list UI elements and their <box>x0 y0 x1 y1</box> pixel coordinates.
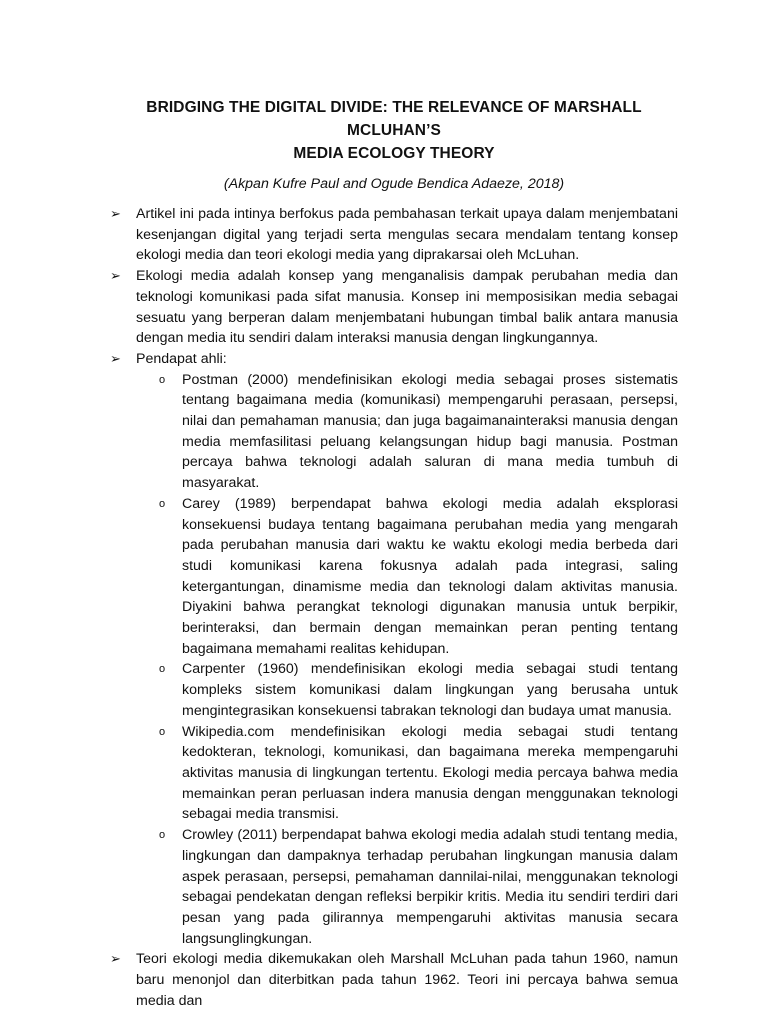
bullet-item <box>110 349 678 949</box>
document-authors: (Akpan Kufre Paul and Ogude Bendica Adaeze, 2018) <box>223 176 565 192</box>
circle-bullet-icon: o <box>159 663 166 676</box>
bullet-list <box>110 204 678 1011</box>
opinion-item <box>136 494 678 660</box>
opinion-text: Carpenter (1960) mendefinisikan ekologi media sebagai studi tentang kompleks sistem komunikasi dalam lingkungan yang berusaha untuk mengintegrasikan konsekuensi tabrakan teknologi dan budaya umat manusia. <box>182 661 678 719</box>
opinion-item <box>136 370 678 494</box>
circle-bullet-icon: o <box>159 725 166 738</box>
bullet-item <box>110 949 678 1011</box>
opinion-text: Wikipedia.com mendefinisikan ekologi media sebagai studi tentang kedokteran, teknologi, komunikasi, dan bagaimana mereka mempengaruhi aktivitas manusia di lingkungan tertentu. Ekologi media percaya bahwa media memainkan peran perluasan indera manusia dengan menggunakan teknologi sebagai media transmisi. <box>182 723 678 823</box>
document-title <box>110 96 678 165</box>
bullet-text: Pendapat ahli: <box>136 350 227 367</box>
bullet-text: Teori ekologi media dikemukakan oleh Marshall McLuhan pada tahun 1960, namun baru menonjol dan diterbitkan pada tahun 1962. Teori ini percaya bahwa semua media dan <box>136 951 678 1009</box>
arrow-bullet-icon: ➢ <box>110 206 121 221</box>
arrow-bullet-icon: ➢ <box>110 268 121 284</box>
circle-bullet-icon: o <box>159 829 166 842</box>
bullet-text: Artikel ini pada intinya berfokus pada pembahasan terkait upaya dalam menjembatani kesenjangan digital yang terjadi serta mengulas secara mendalam tentang konsep ekologi media dan teori ekologi media yang diprakarsai oleh McLuhan. <box>136 206 678 264</box>
title-line-2: MEDIA ECOLOGY THEORY <box>293 145 495 162</box>
opinion-text: Carey (1989) berpendapat bahwa ekologi media adalah eksplorasi konsekuensi budaya tentang bagaimana perubahan media yang mengarah pada perubahan manusia dari waktu ke waktu ekologi media berbeda dari studi komunikasi karena fokusnya adalah pada integrasi, saling ketergantungan, dinamisme media dan teknologi dalam aktivitas manusia. Diyakini bahwa perangkat teknologi digunakan manusia untuk berpikir, berinteraksi, dan bermain dengan memainkan peran penting tentang bagaimana memahami realitas kehidupan. <box>182 495 678 657</box>
opinion-text: Crowley (2011) berpendapat bahwa ekologi media adalah studi tentang media, lingkungan dan dampaknya terhadap perubahan lingkungan manusia dalam aspek perasaan, persepsi, pemahaman dannilai-nilai, menggunakan teknologi sebagai pendekatan dengan refleksi berpikir kritis. Media itu sendiri terdiri dari pesan yang pada gilirannya mempengaruhi aktivitas manusia secara langsunglingkungan. <box>182 827 678 947</box>
opinion-list <box>136 370 678 950</box>
circle-bullet-icon: o <box>159 497 166 510</box>
opinion-text: Postman (2000) mendefinisikan ekologi media sebagai proses sistematis tentang bagaimana media (komunikasi) mempengaruhi perasaan, persepsi, nilai dan pemahaman manusia; dan juga bagaimanainteraksi manusia dengan media memfasilitasi peluang kelangsungan hidup bagi manusia. Postman percaya bahwa teknologi adalah saluran di mana media tumbuh di masyarakat. <box>182 371 678 492</box>
circle-bullet-icon: o <box>159 373 166 386</box>
title-line-1: BRIDGING THE DIGITAL DIVIDE: THE RELEVANCE OF MARSHALL MCLUHAN’S <box>146 99 642 139</box>
opinion-item <box>136 825 678 949</box>
opinion-item <box>136 659 678 721</box>
opinion-item <box>136 722 678 826</box>
arrow-bullet-icon: ➢ <box>110 951 121 967</box>
arrow-bullet-icon: ➢ <box>110 350 121 366</box>
bullet-item <box>110 204 678 266</box>
bullet-item <box>110 266 678 349</box>
bullet-text: Ekologi media adalah konsep yang menganalisis dampak perubahan media dan teknologi komunikasi pada sifat manusia. Konsep ini memposisikan media sebagai sesuatu yang berperan dalam menjembatani hubungan timbal balik antara manusia dengan media itu sendiri dalam interaksi manusia dengan lingkungannya. <box>136 268 678 347</box>
